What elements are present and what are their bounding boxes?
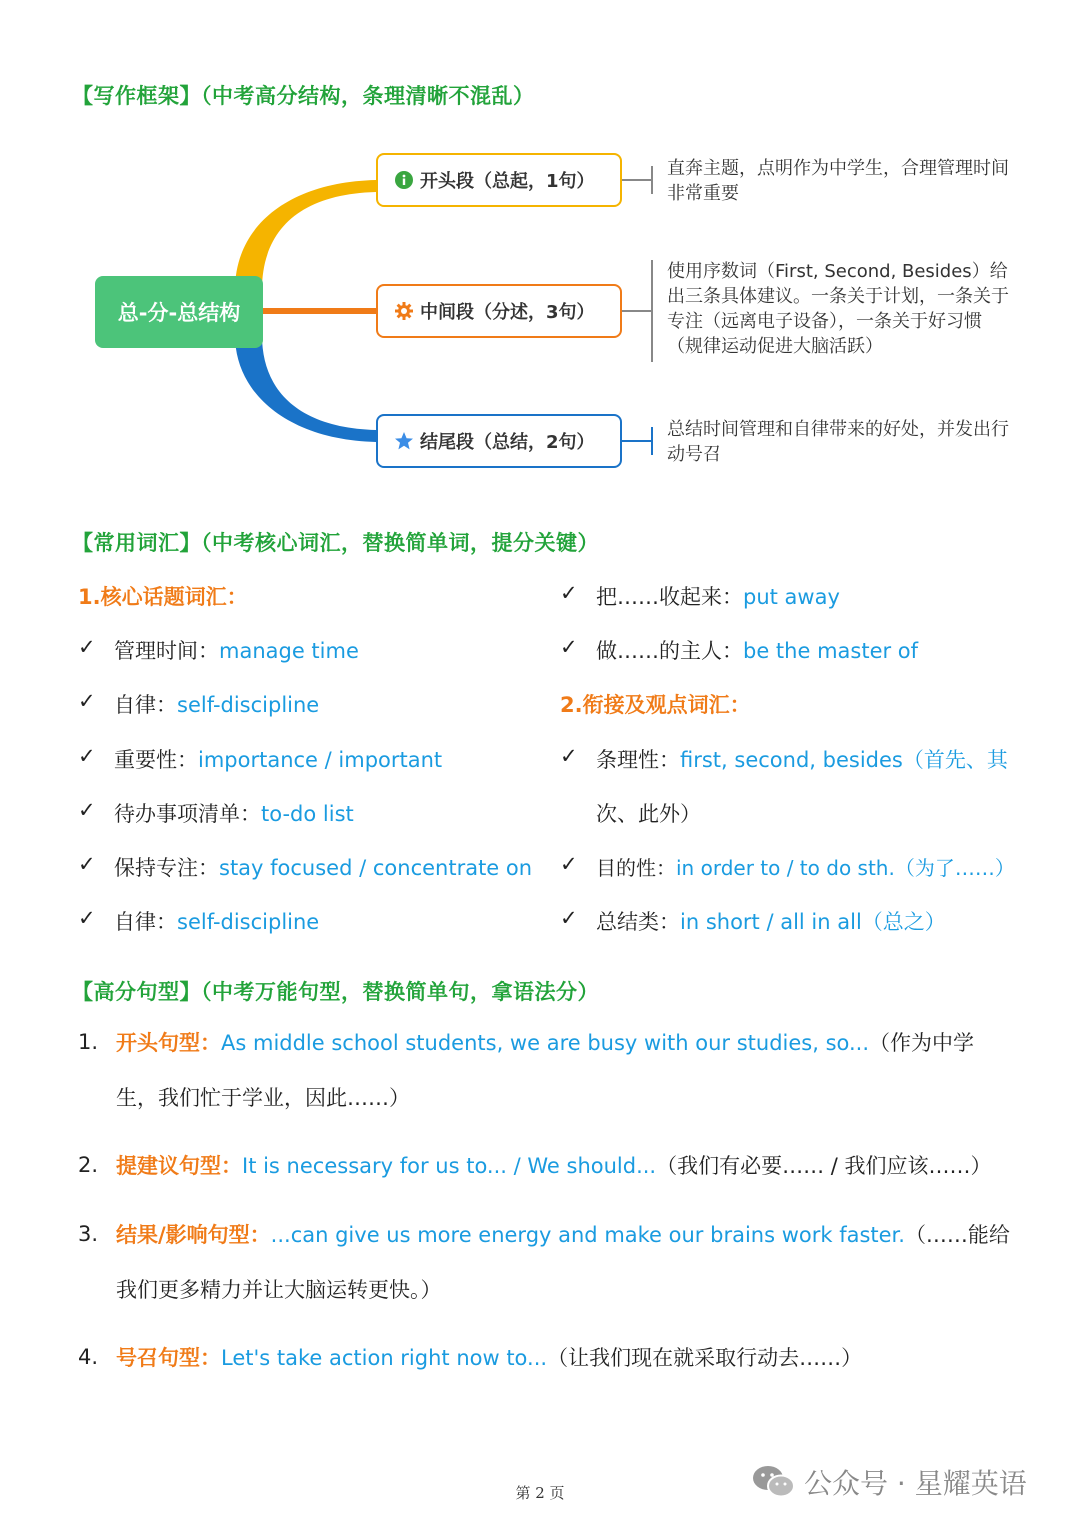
vocab-cn: 管理时间：: [114, 639, 219, 663]
branch-top: [235, 180, 376, 290]
mindmap-root: 总-分-总结构: [95, 276, 263, 348]
section-title-sentences: 【高分句型】（中考万能句型，替换简单句，拿语法分）: [72, 980, 599, 1004]
info-icon: [394, 170, 414, 190]
check-icon: ✓: [560, 852, 578, 876]
node-desc-ending: 总结时间管理和自律带来的好处，并发出行动号召: [667, 419, 1009, 465]
brand-text: 公众号 · 星耀英语: [804, 1467, 1027, 1500]
check-icon: ✓: [78, 798, 96, 822]
branch-middle: [262, 308, 376, 314]
check-icon: ✓: [560, 635, 578, 659]
node-label: 结尾段（总结，2句）: [420, 432, 595, 453]
section-title-writing-frame: 【写作框架】（中考高分结构，条理清晰不混乱）: [72, 84, 535, 108]
watermark-brand: [752, 1462, 1027, 1502]
check-icon: ✓: [78, 906, 96, 930]
sentence-label: 提建议句型：: [116, 1154, 242, 1178]
check-icon: ✓: [560, 744, 578, 768]
vocab-cn: 总结类：: [596, 910, 680, 934]
vocab-cn: 做……的主人：: [596, 639, 743, 663]
sentence-en: Let's take action right now to...: [221, 1346, 548, 1370]
check-icon: ✓: [78, 689, 96, 713]
wechat-icon: [752, 1464, 796, 1500]
sentence-en: As middle school students, we are busy with our studies, so...: [221, 1031, 870, 1055]
mindmap-node-body: [376, 284, 622, 338]
vocab-subtitle-linking: 2.衔接及观点词汇：: [560, 693, 751, 717]
vocab-cn: 自律：: [114, 693, 177, 717]
node-desc-body: 使用序数词（First, Second, Besides）给出三条具体建议。一条关于计划，一条关于专注（远离电子设备），一条关于好习惯（规律运动促进大脑活跃）: [667, 261, 1009, 357]
vocab-en: importance / important: [198, 748, 443, 772]
sentence-cn: （让我们现在就采取行动去……）: [547, 1346, 863, 1370]
check-icon: ✓: [78, 744, 96, 768]
vocab-en: to-do list: [261, 802, 354, 826]
mindmap-node-opening: [376, 153, 622, 207]
vocab-en: self-discipline: [177, 910, 320, 934]
vocab-cn: 条理性：: [596, 748, 680, 772]
vocab-en: first, second, besides（首先、其: [680, 748, 1008, 772]
sentence-en: ...can give us more energy and make our brains work faster.: [270, 1223, 905, 1247]
sentence-label: 开头句型：: [116, 1031, 221, 1055]
sentence-number: 1.: [78, 1030, 99, 1054]
sentence-en: It is necessary for us to... / We should...: [242, 1154, 657, 1178]
node-label: 中间段（分述，3句）: [420, 302, 595, 323]
sentence-cn: （我们有必要…… / 我们应该……）: [656, 1154, 992, 1178]
vocab-cn: 自律：: [114, 910, 177, 934]
check-icon: ✓: [78, 852, 96, 876]
check-icon: ✓: [560, 906, 578, 930]
check-icon: ✓: [560, 581, 578, 605]
vocab-en: put away: [743, 585, 840, 609]
star-icon: [394, 431, 414, 451]
vocab-en: in short / all in all（总之）: [680, 910, 946, 934]
node-desc-opening: 直奔主题，点明作为中学生，合理管理时间非常重要: [667, 158, 1009, 204]
sentence-number: 2.: [78, 1153, 99, 1177]
vocab-cn: 把……收起来：: [596, 585, 743, 609]
sentence-number: 4.: [78, 1345, 99, 1369]
section-title-vocab: 【常用词汇】（中考核心词汇，替换简单词，提分关键）: [72, 531, 599, 555]
vocab-cn: 目的性：: [596, 856, 676, 880]
sentence-label: 号召句型：: [116, 1346, 221, 1370]
vocab-cn: 待办事项清单：: [114, 802, 261, 826]
sentence-cn: （作为中学生，我们忙于学业，因此……）: [116, 1031, 975, 1110]
mindmap-node-ending: [376, 414, 622, 468]
vocab-en: stay focused / concentrate on: [219, 856, 533, 880]
sentence-number: 3.: [78, 1222, 99, 1246]
node-label: 开头段（总起，1句）: [420, 171, 595, 192]
vocab-en: self-discipline: [177, 693, 320, 717]
vocab-en: be the master of: [743, 639, 919, 663]
vocab-en: manage time: [219, 639, 359, 663]
vocab-en-continued: 次、此外）: [596, 802, 701, 826]
check-icon: ✓: [78, 635, 96, 659]
sentence-cn: （……能给我们更多精力并让大脑运转更快。）: [116, 1223, 1010, 1302]
branch-bottom: [235, 335, 376, 442]
vocab-cn: 保持专注：: [114, 856, 219, 880]
vocab-cn: 重要性：: [114, 748, 198, 772]
vocab-subtitle-core: 1.核心话题词汇：: [78, 585, 248, 609]
vocab-en: in order to / to do sth.（为了……）: [676, 856, 1015, 880]
page-number: 第 2 页: [515, 1484, 565, 1502]
sentence-label: 结果/影响句型：: [116, 1223, 271, 1247]
gear-icon: [394, 301, 414, 321]
